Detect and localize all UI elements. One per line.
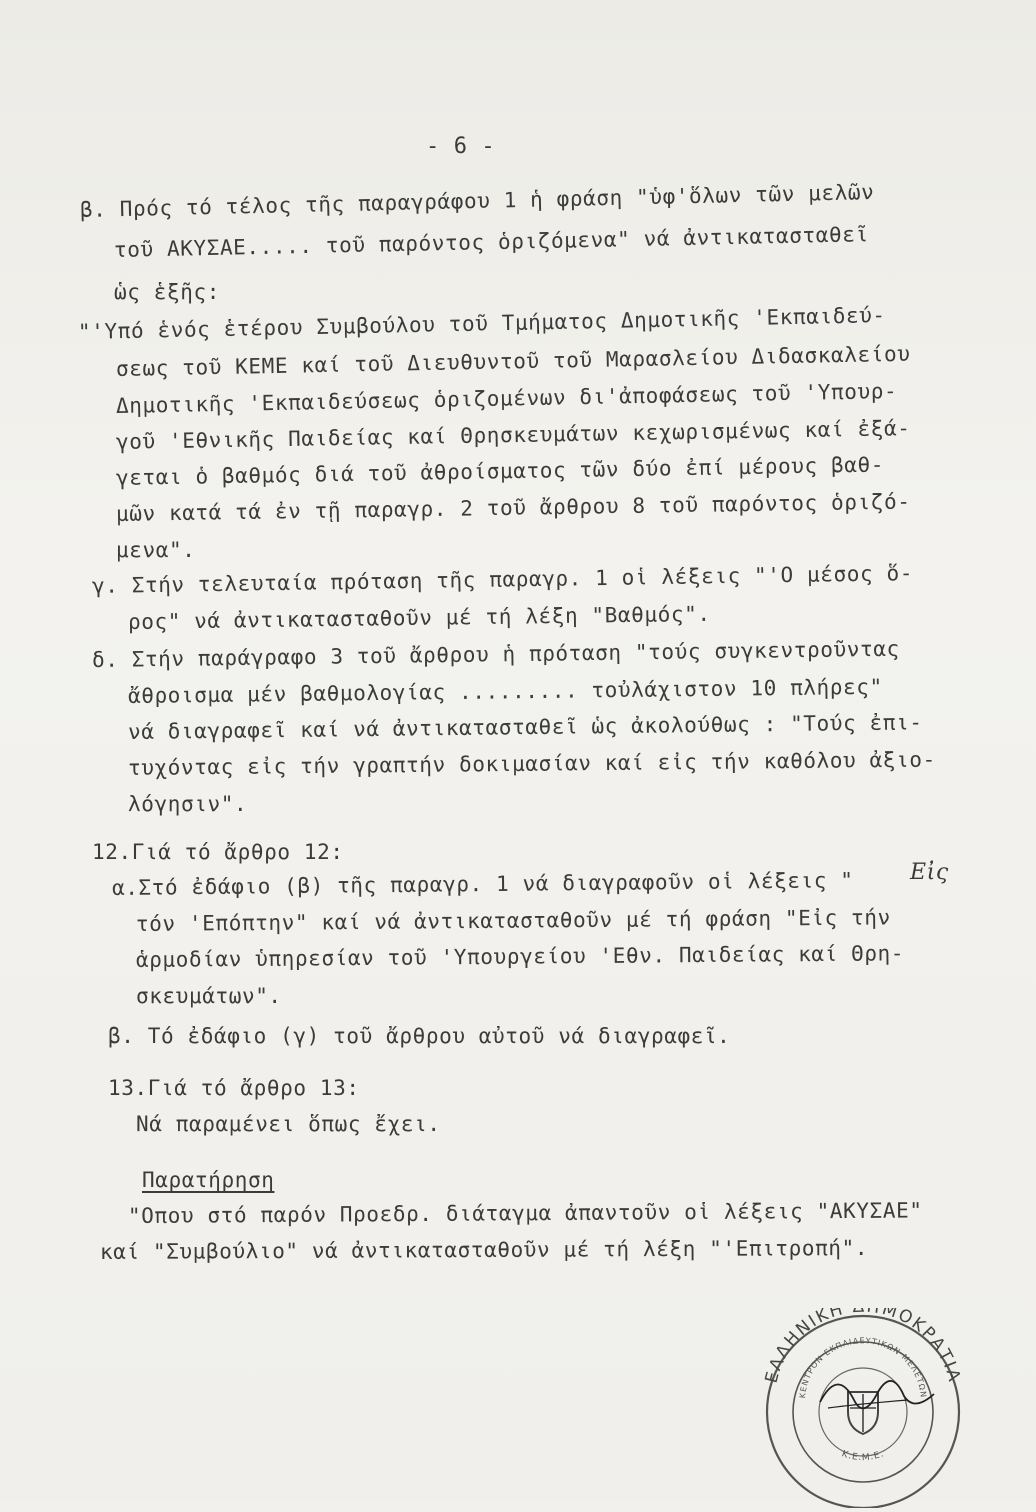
text-line: "Οπου στό παρόν Προεδρ. διάταγμα ἀπαντοῦν οἱ λέξεις "ΑΚΥΣΑΕ" bbox=[127, 1198, 923, 1228]
text-line: ὡς ἑξῆς: bbox=[114, 280, 220, 304]
text-line: ἁρμοδίαν ὑπηρεσίαν τοῦ 'Υπουργείου 'Εθν. Παιδείας καί Θρη- bbox=[135, 941, 905, 972]
text-line: τόν 'Επόπτην" καί νά ἀντικατασταθοῦν μέ τή φράση "Εἰς τήν bbox=[135, 905, 891, 936]
text-line: γεται ὁ βαθμός διά τοῦ ἀθροίσματος τῶν δύο ἐπί μέρους βαθ- bbox=[115, 452, 885, 490]
text-line: Νά παραμένει ὅπως ἔχει. bbox=[136, 1112, 441, 1136]
handwritten-word: Εἰς bbox=[910, 860, 949, 885]
text-line: γ. Στήν τελευταία πρόταση τῆς παραγρ. 1 οἱ λέξεις "'Ο μέσος ὅ- bbox=[91, 561, 914, 598]
stamp-outer-text: ΕΛΛΗΝΙΚΗ ΜΟΚΡΑΤΙΑ bbox=[761, 1308, 965, 1386]
text-line: λόγησιν". bbox=[128, 792, 248, 816]
text-line: τοῦ ΑΚΥΣΑΕ..... τοῦ παρόντος ὁριζόμενα" νά ἀντικατασταθεῖ bbox=[113, 222, 869, 262]
svg-text:ΕΛΛΗΝΙΚΗ ΔΗΜΟΚΡΑΤΙΑ bbox=[762, 1308, 965, 1385]
text-line: τυχόντας εἰς τήν γραπτήν δοκιμασίαν καί εἰς τήν καθόλου ἀξιο- bbox=[127, 747, 936, 780]
stamp-seal-icon bbox=[758, 1308, 968, 1508]
text-line: σεως τοῦ ΚΕΜΕ καί τοῦ Διευθυντοῦ τοῦ Μαρασλείου Διδασκαλείου bbox=[115, 341, 911, 381]
text-line: "'Υπό ἑνός ἑτέρου Συμβούλου τοῦ Τμήματος Δημοτικῆς 'Εκπαιδεύ- bbox=[77, 303, 886, 344]
text-line: σκευμάτων". bbox=[136, 984, 282, 1008]
svg-text:Κ.Ε.Μ.Ε. bbox=[840, 1449, 885, 1463]
page-number: - 6 - bbox=[426, 134, 496, 159]
note-heading: Παρατήρηση bbox=[142, 1168, 275, 1192]
text-line: μενα". bbox=[116, 538, 196, 562]
text-line: μῶν κατά τά ἐν τῇ παραγρ. 2 τοῦ ἄρθρου 8 τοῦ παρόντος ὁριζό- bbox=[115, 489, 911, 526]
text-line: νά διαγραφεῖ καί νά ἀντικατασταθεῖ ὡς ἀκολούθως : "Τούς ἐπι- bbox=[127, 710, 923, 744]
stamp-inner-text: ΚΕΝΤΡΟΝ ΕΚΠΑΙΔΕΥΤΙΚΩΝ ΜΕΛΕΤΩΝ bbox=[798, 1336, 928, 1399]
text-line: γοῦ 'Εθνικῆς Παιδείας καί Θρησκευμάτων κεχωρισμένως καί ἐξά- bbox=[115, 416, 911, 454]
text-line: 12.Γιά τό ἄρθρο 12: bbox=[92, 840, 344, 864]
text-line: ἄθροισμα μέν βαθμολογίας ......... τοὐλάχιστον 10 πλήρες" bbox=[127, 674, 883, 708]
text-line: Δημοτικῆς 'Εκπαιδεύσεως ὁριζομένων δι'ἀποφάσεως τοῦ 'Υπουρ- bbox=[115, 379, 898, 418]
official-stamp bbox=[758, 1308, 968, 1508]
text-line: δ. Στήν παράγραφο 3 τοῦ ἄρθρου ἡ πρόταση "τούς συγκεντροῦντας bbox=[91, 636, 900, 672]
text-line: β. Τό ἐδάφιο (γ) τοῦ ἄρθρου αὐτοῦ νά διαγραφεῖ. bbox=[108, 1024, 731, 1048]
text-line: β. Πρός τό τέλος τῆς παραγράφου 1 ἡ φράση "ὑφ'ὅλων τῶν μελῶν bbox=[79, 179, 875, 222]
text-line: ρος" νά ἀντικατασταθοῦν μέ τή λέξη "Βαθμός". bbox=[127, 601, 711, 634]
stamp-bottom-text: Κ.Ε.Μ.Ε. bbox=[840, 1449, 886, 1464]
text-line: καί "Συμβούλιο" νά ἀντικατασταθοῦν μέ τή λέξη "'Επιτροπή". bbox=[99, 1235, 869, 1264]
text-line: α.Στό ἐδάφιο (β) τῆς παραγρ. 1 νά διαγραφοῦν οἱ λέξεις " bbox=[111, 868, 854, 900]
text-line: 13.Γιά τό ἄρθρο 13: bbox=[108, 1076, 360, 1100]
